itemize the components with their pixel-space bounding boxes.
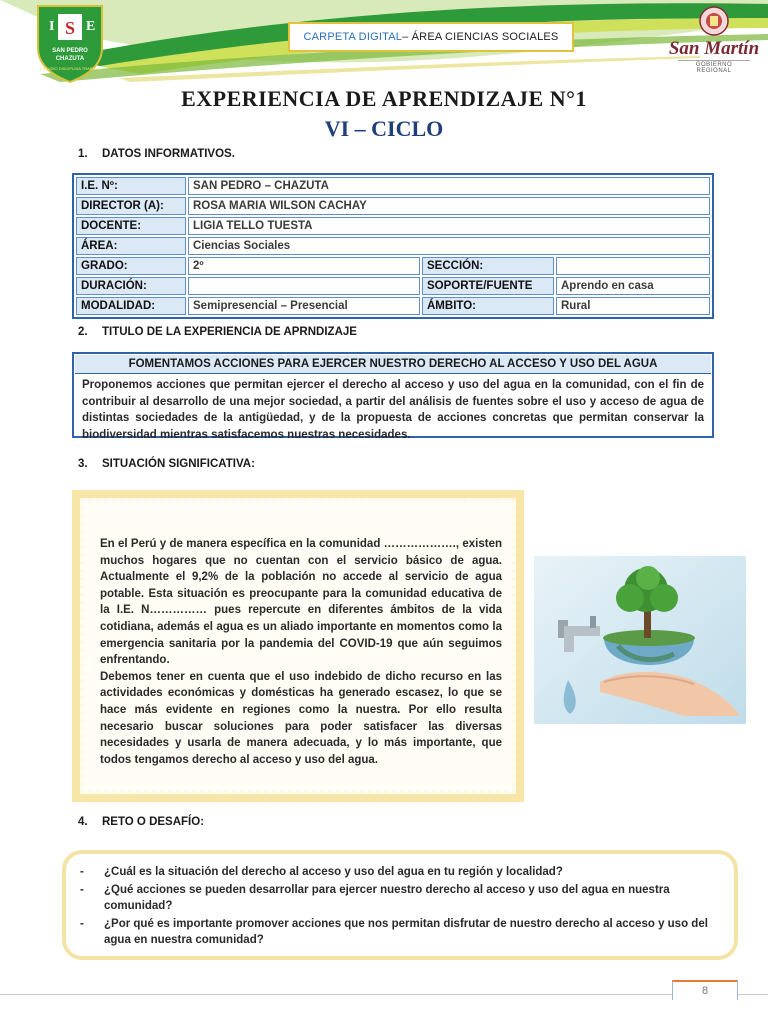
- regional-government-logo: [664, 4, 764, 74]
- table-value: [188, 277, 420, 295]
- digital-folder-banner: [288, 22, 574, 52]
- section-heading-1: 1. DATOS INFORMATIVOS.: [78, 148, 235, 160]
- table-label: DURACIÓN:: [76, 277, 186, 295]
- coat-of-arms-icon: [664, 4, 764, 40]
- info-table: [72, 173, 714, 319]
- table-label: DIRECTOR (A):: [76, 197, 186, 215]
- logo-ring-text: ESTUDIO DISCIPLINA TRABAJO: [39, 66, 101, 71]
- table-value: Semipresencial – Presencial: [188, 297, 420, 315]
- page-number: 8: [672, 980, 738, 1000]
- region-subtitle: GOBIERNO REGIONAL: [678, 60, 750, 74]
- table-label: SOPORTE/FUENTE: [422, 277, 554, 295]
- section-heading-2: 2. TITULO DE LA EXPERIENCIA DE APRNDIZAJE: [78, 326, 357, 338]
- footer-divider: [0, 994, 768, 995]
- table-value: [556, 257, 710, 275]
- experience-text: Proponemos acciones que permitan ejercer el derecho al acceso y uso del agua en la comunidad, con el fin de contribuir al desarrollo de una mejor sociedad, a partir del análisis de fuentes sobre el uso y acceso de agua de distintas sociedades de la antigüedad, y de la propuesta de acciones concretas que permitan conservar la biodiversidad mientras satisfacemos nuestras necesidades.: [82, 379, 704, 441]
- svg-text:S: S: [64, 18, 76, 38]
- table-label: ÁMBITO:: [422, 297, 554, 315]
- table-row: [76, 217, 710, 235]
- banner-label-b: – ÁREA CIENCIAS SOCIALES: [402, 31, 559, 43]
- table-row: [76, 277, 710, 295]
- table-label: DOCENTE:: [76, 217, 186, 235]
- table-value: Aprendo en casa: [556, 277, 710, 295]
- table-label: GRADO:: [76, 257, 186, 275]
- table-label: I.E. Nº:: [76, 177, 186, 195]
- list-item: - ¿Qué acciones se pueden desarrollar para ejercer nuestro derecho al acceso y uso del agua en nuestra comunidad?: [80, 883, 670, 912]
- table-value: Ciencias Sociales: [188, 237, 710, 255]
- situation-paragraph-2: Debemos tener en cuenta que el uso indebido de dicho recurso en las actividades económicas y domésticas ha generado escasez, lo que se hace más evidente en regiones como la nuestra. Por ello resulta necesario buscar soluciones para poder satisfacer las diversas necesidades y usarla de manera adecuada, y lo más importante, que todos tengamos derecho al acceso y uso del agua.: [100, 670, 502, 766]
- school-shield-logo: [30, 4, 110, 84]
- table-row: [76, 237, 710, 255]
- page-title: EXPERIENCIA DE APRENDIZAJE N°1: [181, 86, 587, 111]
- situation-paragraph-1: En el Perú y de manera específica en la comunidad ………………., existen muchos hogares que no cuentan con el servicio básico de agua. Actualmente el 9,2% de la población no accede al servicio de agua potable. Esta situación es preocupante para la comunidad educativa de la I.E. N…………… pues repercute en diferentes ámbitos de la vida cotidiana, además el agua es un aliado importante en momentos como la emergencia sanitaria por la pandemia del COVID-19 que aún seguimos enfrentando.: [100, 538, 502, 667]
- table-row: [76, 257, 710, 275]
- list-item: - ¿Por qué es importante promover acciones que nos permitan disfrutar de nuestro derecho al acceso y uso del agua en nuestra comunidad?: [80, 917, 708, 946]
- table-value: SAN PEDRO – CHAZUTA: [188, 177, 710, 195]
- page-subtitle: VI – CICLO: [324, 116, 444, 141]
- water-tree-image: [534, 556, 746, 724]
- region-name: San Martín: [668, 38, 760, 59]
- section-heading-4: 4. RETO O DESAFÍO:: [78, 816, 205, 828]
- challenge-box: [62, 850, 738, 960]
- table-value: Rural: [556, 297, 710, 315]
- table-value: 2º: [188, 257, 420, 275]
- experience-heading: FOMENTAMOS ACCIONES PARA EJERCER NUESTRO DERECHO AL ACCESO Y USO DEL AGUA: [75, 355, 711, 374]
- table-row: [76, 177, 710, 195]
- situation-box: [72, 490, 524, 802]
- table-value: ROSA MARIA WILSON CACHAY: [188, 197, 710, 215]
- section-heading-3: 3. SITUACIÓN SIGNIFICATIVA:: [78, 458, 255, 470]
- table-row: [76, 197, 710, 215]
- list-item: - ¿Cuál es la situación del derecho al acceso y uso del agua en tu región y localidad?: [80, 866, 563, 878]
- table-row: [76, 297, 710, 315]
- table-label: ÁREA:: [76, 237, 186, 255]
- table-label: SECCIÓN:: [422, 257, 554, 275]
- table-label: MODALIDAD:: [76, 297, 186, 315]
- logo-school-name: SAN PEDRO: [52, 48, 88, 54]
- banner-label-a: CARPETA DIGITAL: [303, 31, 403, 43]
- experience-box: [72, 352, 714, 441]
- svg-text:CHAZUTA: CHAZUTA: [55, 56, 85, 62]
- table-value: LIGIA TELLO TUESTA: [188, 217, 710, 235]
- logo-letter-i: I: [49, 19, 55, 34]
- logo-letter-e: E: [86, 19, 96, 34]
